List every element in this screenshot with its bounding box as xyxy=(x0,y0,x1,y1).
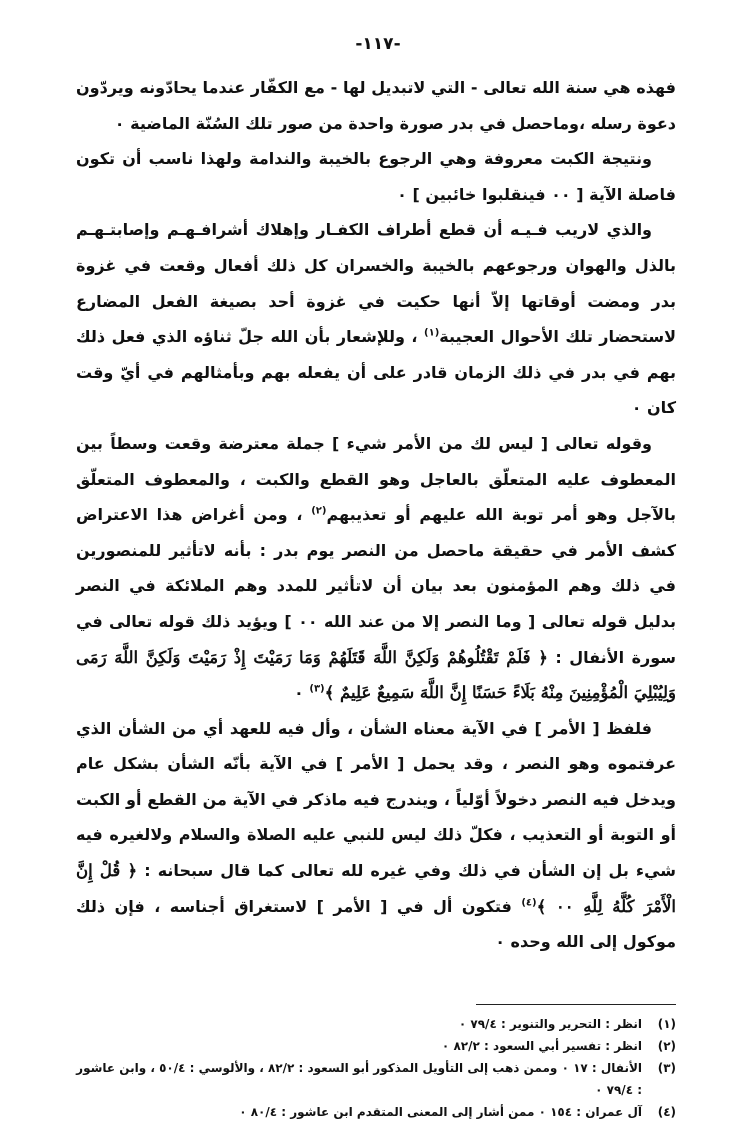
footnote-ref-2[interactable]: (٢) xyxy=(311,505,327,517)
page-number: -١١٧- xyxy=(355,34,401,54)
footnote-number: (٢) xyxy=(657,1039,676,1053)
footnote-ref-4[interactable]: (٤) xyxy=(521,897,537,909)
paragraph-3 xyxy=(76,212,676,426)
footnote-text: انظر : تفسير أبي السعود : ٨٢/٢ ٠ xyxy=(441,1039,642,1053)
paragraph-5-text-b: فتكون أل في [ الأمر ] لاستغراق أجناسه ، فإن ذلك موكول إلى الله وحده ٠ xyxy=(76,896,676,952)
paragraph-2 xyxy=(76,141,676,212)
paragraph-3-text-a: والذي لاريب فـيـه أن قطع أطراف الكفـار وإهلاك أشرافـهـم وإصابتـهـم بالذل والهوان ورجوعهم بالخيبة والخسران كل ذلك أفعال وقعت في غزوة بدر ومضت أوقاتها إلاّ أنها حكيت في غزوة أحد بصيغة الفعل المضارع لاستحضار تلك الأحوال العجيبة xyxy=(76,220,677,347)
paragraph-4-text-b: ، ومن أغراض هذا الاعتراض كشف الأمر في حقيقة ماحصل من النصر يوم بدر : بأنه لاتأثير للمنصورين في ذلك وهم المؤمنون بعد بيان أن لاتأثير للمدد وهم الملائكة في النصر بدليل قوله تعالى [ وما النصر إلا من عند الله ٠٠ ] ويؤيد ذلك قوله تعالى في سورة الأنفال : xyxy=(76,505,676,667)
paragraph-2-text: ونتيجة الكبت معروفة وهي الرجوع بالخيبة والندامة ولهذا ناسب أن تكون فاصلة الآية [ ٠٠ فينقلبوا خائبين ] ٠ xyxy=(76,149,676,204)
footnote-ref-1[interactable]: (١) xyxy=(424,327,440,339)
footnote-text: انظر : التحرير والتنوير : ٧٩/٤ ٠ xyxy=(458,1017,642,1031)
paragraph-5 xyxy=(76,711,676,960)
footnote-divider xyxy=(476,1004,676,1005)
footnote-number: (٣) xyxy=(657,1061,676,1075)
paragraph-3-text-b: ، وللإشعار بأن الله جلّ ثناؤه الذي فعل ذلك بهم في بدر في ذلك الزمان قادر على أن يفعله بهم وبأمثالهم في أيّ وقت كان ٠ xyxy=(76,327,676,418)
quran-verse-anfal: ﴿ فَلَمْ تَقْتُلُوهُمْ وَلَكِنَّ اللَّهَ قَتَلَهُمْ وَمَا رَمَيْتَ إِذْ رَمَيْتَ وَلَكِنَّ اللَّهَ رَمَى وَلِيُبْلِيَ الْمُؤْمِنِينَ مِنْهُ بَلَاءً حَسَنًا إِنَّ اللَّهَ سَمِيعٌ عَلِيمٌ ﴾ xyxy=(76,647,676,703)
footnote-number: (١) xyxy=(657,1017,676,1031)
paragraph-4-end: ٠ xyxy=(294,683,310,703)
footnote-2 xyxy=(76,1035,676,1057)
quran-verse-imran: ﴿ قُلْ إِنَّ الْأَمْرَ كُلَّهُ لِلَّهِ ٠٠ ﴾ xyxy=(76,861,676,916)
footnotes xyxy=(76,1013,676,1123)
paragraph-1-text: فهذه هي سنة الله تعالى - التي لاتبديل لها - مع الكفّار عندما يحادّونه ويردّون دعوة رسله ،وماحصل في بدر صورة واحدة من صور تلك السُنّة الماضية ٠ xyxy=(76,78,676,133)
footnote-1 xyxy=(76,1013,676,1035)
footnote-4 xyxy=(76,1101,676,1123)
footnote-ref-3[interactable]: (٣) xyxy=(309,683,325,695)
footnote-3 xyxy=(76,1057,676,1101)
footnote-text: الأنفال : ١٧ ٠ وممن ذهب إلى التأويل المذكور أبو السعود : ٨٢/٢ ، والألوسي : ٥٠/٤ ، وابن عاشور : ٧٩/٤ ٠ xyxy=(76,1061,642,1097)
paragraph-5-text-a: فلفظ [ الأمر ] في الآية معناه الشأن ، وأل فيه للعهد أي من الشأن الذي عرفتموه وهو النصر ، وقد يحمل [ الأمر ] في الآية بأنّه الشأن بشكل عام ويدخل فيه النصر دخولاً أوّلياً ، ويندرج فيه ماذكر في الآية من القطع أو الكبت أو التوبة أو التعذيب ، فكلّ ذلك ليس للنبي عليه الصلاة والسلام ولالغيره فيه شيء بل إن الشأن في ذلك وفي غيره لله تعالى كما قال سبحانه : xyxy=(76,718,676,881)
body-text xyxy=(76,70,676,960)
footnote-number: (٤) xyxy=(657,1105,676,1119)
paragraph-4 xyxy=(76,426,676,711)
paragraph-4-text-a: وقوله تعالى [ ليس لك من الأمر شيء ] جملة معترضة وقعت وسطاً بين المعطوف عليه المتعلّق بالعاجل وهو القطع والكبت ، والمعطوف المتعلّق بالآجل وهو أمر توبة الله عليهم أو تعذيبهم xyxy=(76,433,676,525)
footnote-text: آل عمران : ١٥٤ ٠ ممن أشار إلى المعنى المتقدم ابن عاشور : ٨٠/٤ ٠ xyxy=(239,1105,642,1119)
paragraph-1 xyxy=(76,70,676,141)
